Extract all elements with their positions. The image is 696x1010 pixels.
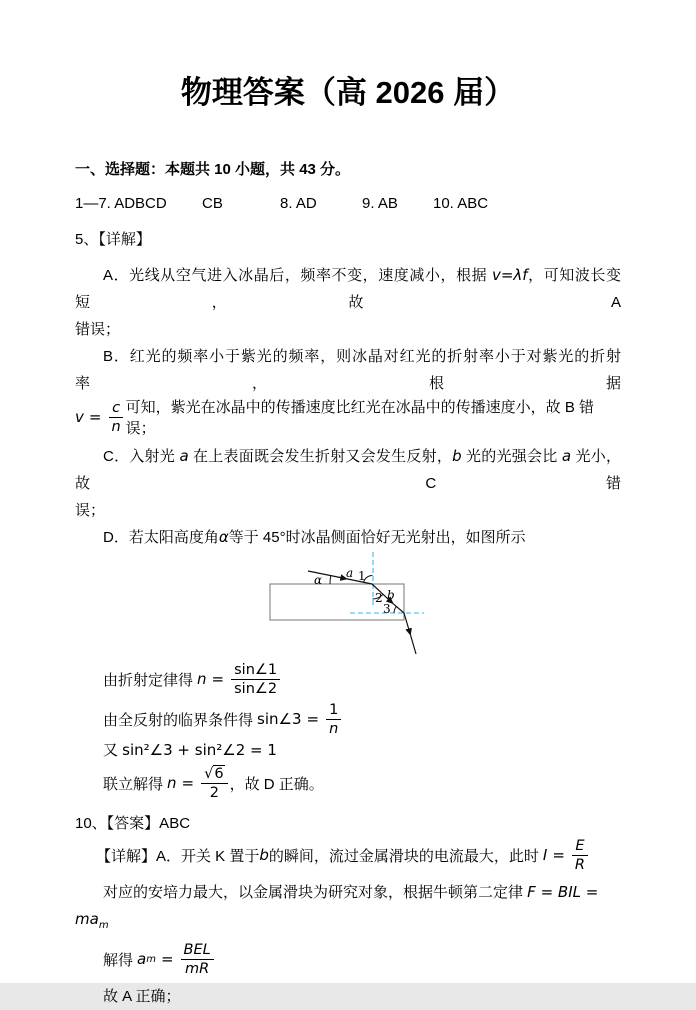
equals-sign: = xyxy=(181,774,195,792)
q5-option-b-line2 xyxy=(75,397,621,437)
q5-label: 5、【详解】 xyxy=(75,231,151,248)
derivation-refraction-law xyxy=(75,659,621,699)
fraction-denominator: n xyxy=(111,418,121,435)
q10-detail-line2 xyxy=(75,879,621,939)
formula-v: v xyxy=(75,408,84,426)
angle-2-label: 2 xyxy=(375,591,383,605)
formula-v-lambda-f: v=λf xyxy=(491,266,528,284)
answer-10: 10. ABC xyxy=(433,195,489,212)
section-heading: 一、选择题：本题共 10 小题，共 43 分。 xyxy=(75,161,351,178)
formula-newton-subscript: m xyxy=(98,920,109,931)
formula-alpha: α xyxy=(218,528,229,546)
exit-ray-segment2 xyxy=(411,635,417,654)
derivation-solve-conclusion: ，故 D 正确。 xyxy=(229,775,324,793)
fraction-numerator: BEL xyxy=(181,941,214,960)
equals-sign: = xyxy=(211,670,225,688)
q10-p1-text1: 【详解】A．开关 K 置于 xyxy=(96,847,260,865)
q5-c-text3: 光的光强会比 xyxy=(461,448,562,465)
q10-p2-text: 对应的安培力最大，以金属滑块为研究对象，根据牛顿第二定律 xyxy=(103,884,528,901)
formula-n: n xyxy=(197,670,207,688)
fraction-denominator: n xyxy=(329,720,339,737)
fraction-sqrt6-over-2 xyxy=(201,765,227,802)
alpha-angle-arc xyxy=(330,576,331,584)
derivation-identity-text: 又 xyxy=(103,742,123,759)
fraction-denominator: mR xyxy=(185,960,210,977)
formula-b-terminal: b xyxy=(259,846,269,864)
q5-c-text2: 在上表面既会发生折射又会发生反射， xyxy=(188,448,453,465)
answer-8: 8. AD xyxy=(280,195,317,212)
page-title: 物理答案（高 2026 届） xyxy=(180,75,516,110)
q5-a-text1: A．光线从空气进入冰晶后，频率不变，速度减小，根据 xyxy=(103,267,492,284)
derivation-critical-angle xyxy=(75,699,621,739)
angle-1-label: 1 xyxy=(358,569,366,583)
q5-d-text1: D．若太阳高度角 xyxy=(103,529,219,546)
fraction-numerator: 1 xyxy=(326,701,341,720)
derivation-identity xyxy=(75,739,621,762)
equals-sign: = xyxy=(88,408,102,426)
fraction-denominator: sin∠2 xyxy=(234,680,278,697)
formula-newton-second-law: F = BIL = ma xyxy=(75,883,599,928)
formula-ray-a2: a xyxy=(561,447,572,465)
formula-a-max: a xyxy=(137,950,147,968)
fraction-denominator: R xyxy=(574,856,585,873)
ray-b-label: b xyxy=(387,588,395,602)
fraction-numerator: E xyxy=(572,837,587,856)
ray-a-label: a xyxy=(346,566,354,580)
equals-sign: = xyxy=(552,846,565,864)
fraction-numerator: c xyxy=(109,399,123,418)
fraction-numerator: sin∠1 xyxy=(231,661,280,680)
derivation-solve-text: 联立解得 xyxy=(103,775,164,793)
equals-sign: = xyxy=(306,710,320,728)
angle-3-label: 3 xyxy=(383,602,391,616)
answer-1-7: 1—7. ADBCD xyxy=(75,195,167,212)
formula-sin3: sin∠3 xyxy=(257,710,302,728)
q5-option-a-line1 xyxy=(75,262,621,316)
q5-b-text2: 可知，紫光在冰晶中的传播速度比红光在冰晶中的传播速度小，故 B 错误； xyxy=(125,399,595,437)
formula-ray-b: b xyxy=(452,447,462,465)
q10-detail-line3 xyxy=(75,939,621,979)
q5-option-c-line2: 误； xyxy=(75,502,106,519)
q10-p3-text: 解得 xyxy=(103,951,134,969)
q5-option-c-line1 xyxy=(75,443,621,497)
angle-3-arc xyxy=(394,606,397,613)
fraction-denominator: 2 xyxy=(209,784,219,801)
crystal-refraction-figure xyxy=(250,547,450,659)
exit-ray-segment1 xyxy=(404,613,411,635)
fraction-sin1-over-sin2 xyxy=(231,661,280,698)
formula-n: n xyxy=(167,774,177,792)
formula-sin-squared-identity: sin²∠3 + sin²∠2 = 1 xyxy=(122,741,277,759)
answer-cb: CB xyxy=(202,195,223,212)
q10-label: 10、【答案】ABC xyxy=(75,815,191,832)
q5-d-text2: 等于 45°时冰晶侧面恰好无光射出，如图所示 xyxy=(228,529,526,546)
q5-c-text1: C．入射光 xyxy=(103,448,180,465)
fraction-BEL-over-mR xyxy=(181,941,214,978)
derivation-solve xyxy=(75,762,621,804)
refraction-diagram xyxy=(75,547,621,659)
q5-option-a-line2: 错误； xyxy=(75,321,121,338)
radical-sign: √ xyxy=(204,765,214,782)
formula-a-max-subscript: m xyxy=(146,953,156,965)
equals-sign: = xyxy=(160,950,174,968)
derivation-critical-text: 由全反射的临界条件得 xyxy=(103,711,254,729)
answer-row xyxy=(75,195,621,214)
fraction-numerator xyxy=(201,765,227,784)
derivation-refraction-text: 由折射定律得 xyxy=(103,671,194,689)
q5-c-text4: 光小，故 C 错 xyxy=(75,448,621,492)
q10-detail-line4: 故 A 正确； xyxy=(103,988,181,1005)
q10-detail-line1 xyxy=(75,834,621,876)
radicand: 6 xyxy=(214,765,224,782)
q10-p1-text2: 的瞬间，流过金属滑块的电流最大，此时 xyxy=(268,847,539,865)
fraction-c-over-n xyxy=(108,399,123,436)
alpha-label: α xyxy=(314,573,323,587)
fraction-1-over-n xyxy=(326,701,341,738)
formula-ray-a: a xyxy=(179,447,189,465)
q5-option-b-line1: B．红光的频率小于紫光的频率，则冰晶对红光的折射率小于对紫光的折射率，根据 xyxy=(75,348,621,392)
q5-a-text2: ，可知波长变短，故 A xyxy=(75,267,621,311)
fraction-E-over-R xyxy=(572,837,588,874)
answer-9: 9. AB xyxy=(362,195,398,212)
formula-I: I xyxy=(542,846,548,864)
